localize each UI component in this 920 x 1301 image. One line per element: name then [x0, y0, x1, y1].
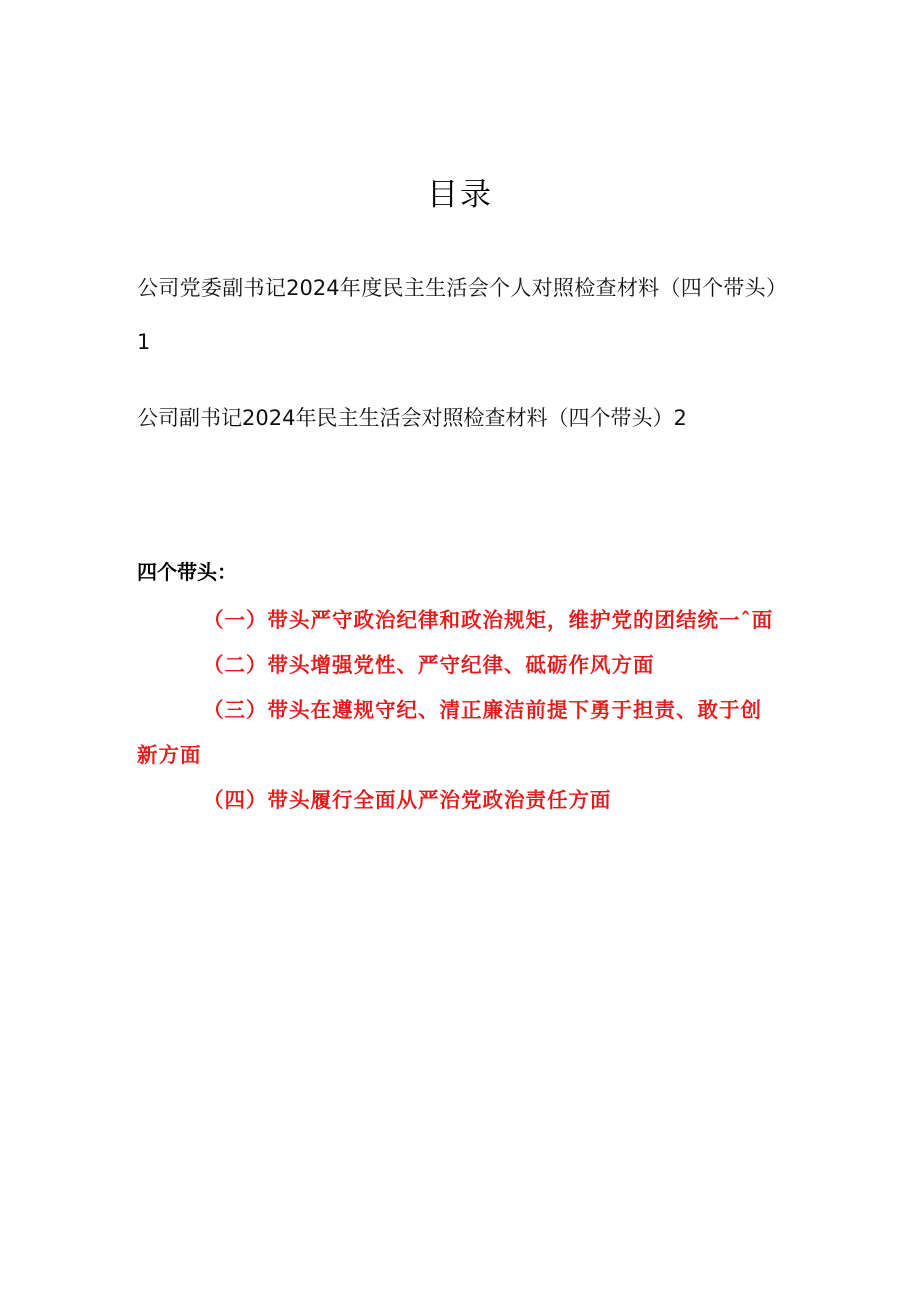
- toc-entry[interactable]: 公司党委副书记2024年度民主生活会个人对照检查材料（四个带头）1: [137, 276, 787, 354]
- list-item: （四）带头履行全面从严治党政治责任方面: [203, 788, 612, 812]
- section-heading: 四个带头：: [137, 560, 237, 584]
- list-item: （二）带头增强党性、严守纪律、砥砺作风方面: [203, 653, 655, 677]
- page-title: 目录: [427, 177, 493, 213]
- list-item: （三）带头在遵规守纪、清正廉洁前提下勇于担责、敢于创新方面: [137, 698, 762, 767]
- four-leads-list: [137, 598, 783, 823]
- list-item: （一）带头严守政治纪律和政治规矩，维护党的团结统一ˆ面: [203, 608, 774, 632]
- toc-entry[interactable]: 公司副书记2024年民主生活会对照检查材料（四个带头）2: [137, 406, 687, 430]
